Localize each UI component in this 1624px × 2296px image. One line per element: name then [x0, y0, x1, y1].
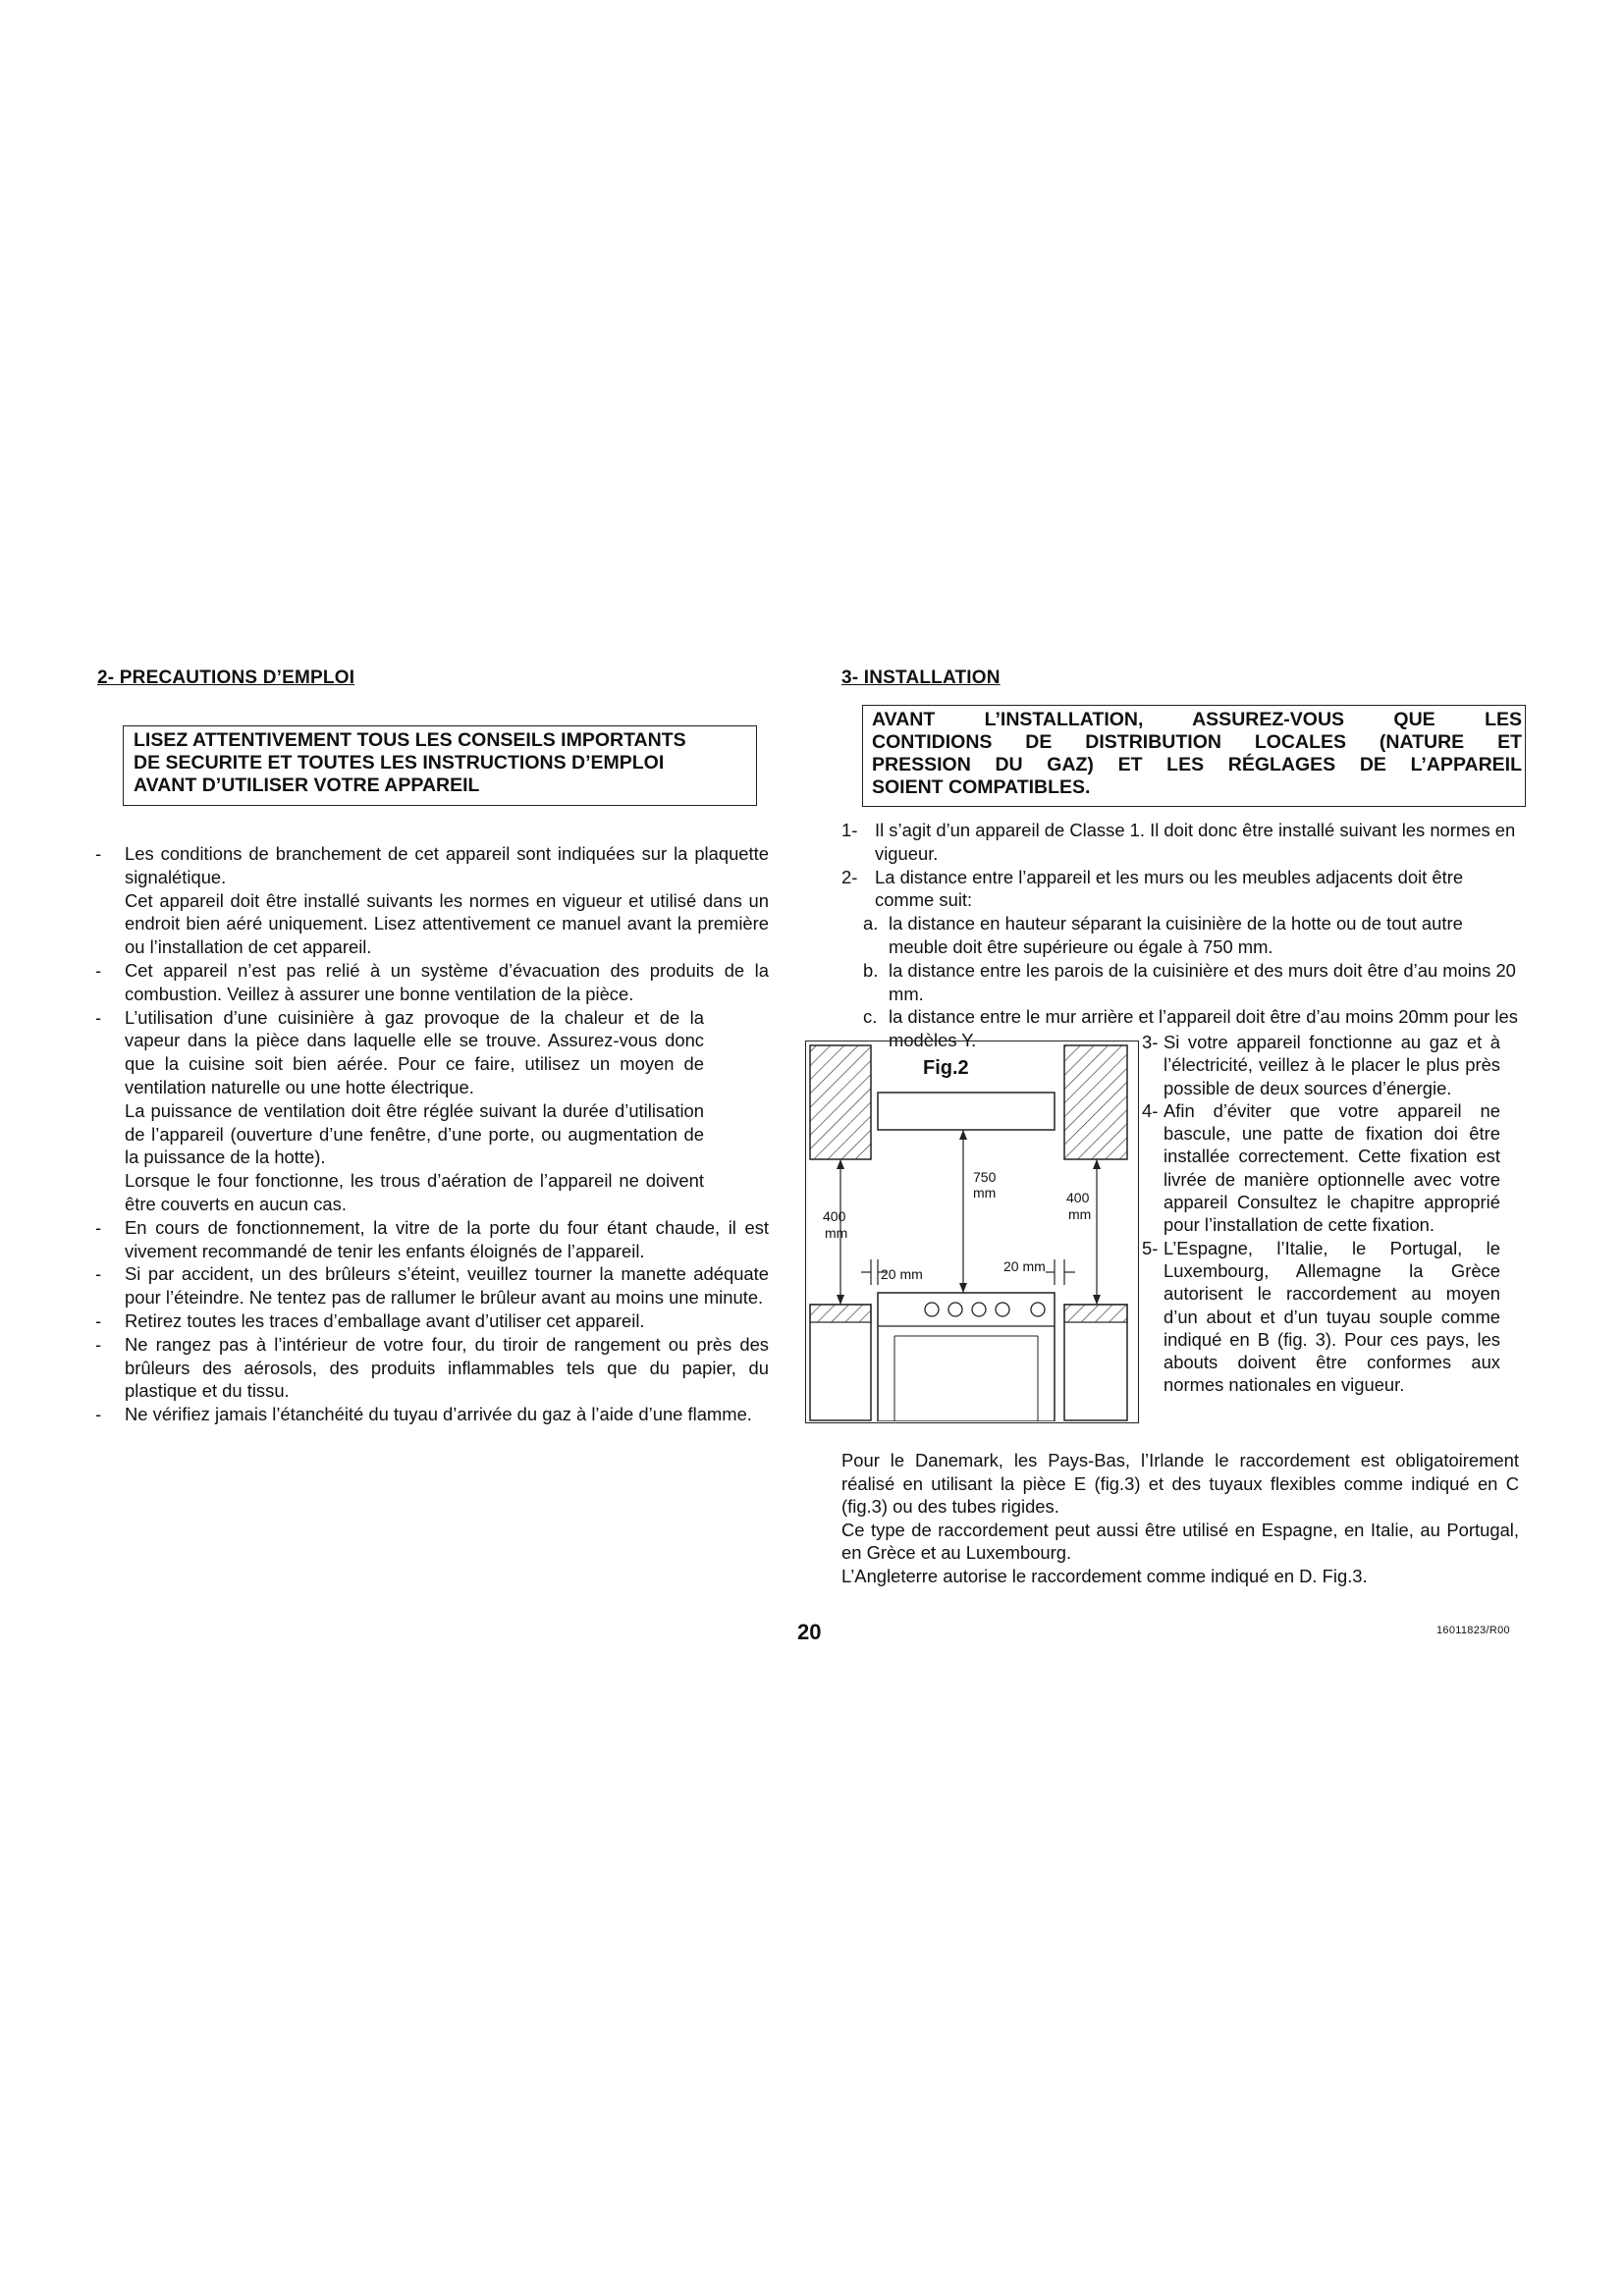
- bullet-dash: -: [95, 1309, 102, 1331]
- item-text: La distance entre l’appareil et les murs ou les meubles adjacents doit être comme suit:: [875, 866, 1464, 911]
- label-400-left: 400: [823, 1208, 846, 1224]
- right-warning-box: [862, 705, 1526, 807]
- label-750-unit: mm: [973, 1185, 997, 1201]
- sub-item-label: a.: [863, 913, 879, 934]
- item-text: Il s’agit d’un appareil de Classe 1. Il doit donc être installé suivant les normes en vigueur.: [875, 820, 1516, 864]
- bullet-text: Cet appareil n’est pas relié à un système d’évacuation des produits de la combustion. Veillez à assurer une bonne ventilation de la pièce.: [125, 959, 769, 1004]
- list-item: [1142, 1031, 1500, 1099]
- sub-item: [841, 912, 1519, 959]
- list-item: [95, 1333, 769, 1403]
- list-item: [1142, 1099, 1500, 1237]
- left-bullet-list: [95, 842, 769, 1426]
- item-text: Afin d’éviter que votre appareil ne bascule, une patte de fixation doi être installée correctement. Cette fixation est livrée de manière optionnelle avec votre appareil Consultez le chapitre approprié pour l’installation de cette fixation.: [1164, 1099, 1500, 1236]
- bullet-text: L’utilisation d’une cuisinière à gaz provoque de la chaleur et de la vapeur dans la pièce dans laquelle elle se trouve. Assurez-vous donc que la cuisine soit bien aérée. Pour ce faire, utilisez un moyen de ventilation naturelle ou une hotte électrique.: [125, 1006, 704, 1097]
- right-bottom-text: [841, 1449, 1519, 1587]
- bottom-paragraph: Ce type de raccordement peut aussi être utilisé en Espagne, en Italie, au Portugal, en Grèce et au Luxembourg.: [841, 1519, 1519, 1563]
- right-warning-line: CONTIDIONS DE DISTRIBUTION LOCALES (NATURE ET: [872, 731, 1522, 753]
- label-20-right: 20 mm: [1003, 1258, 1046, 1274]
- bullet-text: Si par accident, un des brûleurs s’éteint, veuillez tourner la manette adéquate pour l’éteindre. Ne tentez pas de rallumer le brûleur avant au moins une minute.: [125, 1263, 769, 1308]
- bottom-paragraph: Pour le Danemark, les Pays-Bas, l’Irlande le raccordement est obligatoirement réalisé en utilisant la pièce E (fig.3) et des tuyaux flexibles comme indiqué en C (fig.3) ou des tubes rigides.: [841, 1450, 1519, 1517]
- bullet-dash: -: [95, 959, 102, 981]
- knob-icon: [948, 1303, 962, 1316]
- figure-title: Fig.2: [923, 1057, 969, 1079]
- item-text: Si votre appareil fonctionne au gaz et à l’électricité, veillez à le placer le plus près possible de deux sources d’énergie.: [1164, 1032, 1500, 1098]
- right-warning-line: AVANT L’INSTALLATION, ASSUREZ-VOUS QUE LES: [872, 709, 1522, 730]
- label-400-right: 400: [1066, 1190, 1090, 1205]
- bullet-dash: -: [95, 1333, 102, 1355]
- knob-icon: [972, 1303, 986, 1316]
- list-item: [95, 1006, 802, 1216]
- item-number: 5-: [1142, 1237, 1159, 1258]
- document-reference: 16011823/R00: [1436, 1625, 1510, 1636]
- right-side-list: [1142, 1031, 1500, 1397]
- list-item: [1142, 1237, 1500, 1397]
- label-400-right-unit: mm: [1068, 1206, 1092, 1222]
- knob-icon: [1031, 1303, 1045, 1316]
- bullet-text: Lorsque le four fonctionne, les trous d’aération de l’appareil ne doivent être couverts en aucun cas.: [125, 1170, 704, 1214]
- list-item: [841, 866, 1519, 913]
- right-upper-cabinet: [1064, 1045, 1127, 1159]
- list-item: [95, 1403, 769, 1426]
- list-item: [95, 842, 769, 959]
- left-worktop: [810, 1305, 871, 1322]
- bullet-dash: -: [95, 843, 102, 864]
- right-numbered-list: [841, 819, 1519, 1052]
- list-item: [95, 1262, 769, 1309]
- bullet-text: En cours de fonctionnement, la vitre de la porte du four étant chaude, il est vivement recommandé de tenir les enfants éloignés de l’appareil.: [125, 1216, 769, 1261]
- bullet-text: La puissance de ventilation doit être réglée suivant la durée d’utilisation de l’appareil (ouverture d’une fenêtre, d’une porte, ou augmentation de la puissance de la hotte).: [125, 1099, 704, 1168]
- sub-item-label: c.: [863, 1006, 878, 1028]
- item-number: 4-: [1142, 1099, 1159, 1121]
- bullet-dash: -: [95, 1216, 102, 1238]
- left-warning-line: LISEZ ATTENTIVEMENT TOUS LES CONSEILS IMPORTANTS: [134, 729, 686, 751]
- list-item: [841, 819, 1519, 866]
- item-number: 2-: [841, 866, 858, 887]
- item-number: 3-: [1142, 1032, 1159, 1052]
- bullet-text: Retirez toutes les traces d’emballage avant d’utiliser cet appareil.: [125, 1309, 645, 1331]
- bullet-dash: -: [95, 1006, 102, 1028]
- left-warning-box: [123, 725, 757, 806]
- sub-item-text: la distance entre les parois de la cuisinière et des murs doit être d’au moins 20 mm.: [889, 959, 1516, 1004]
- right-warning-line: SOIENT COMPATIBLES.: [872, 776, 1091, 798]
- item-text: L’Espagne, l’Italie, le Portugal, le Luxembourg, Allemagne la Grèce autorisent le raccordement au moyen d’un about et d’un tuyau souple comme indiqué en B (fig. 3). Pour ces pays, les abouts doivent être conformes aux normes nationales en vigueur.: [1164, 1237, 1500, 1396]
- cooker: [878, 1293, 1055, 1421]
- label-750: 750: [973, 1169, 997, 1185]
- page-number: 20: [797, 1620, 822, 1644]
- left-warning-line: DE SECURITE ET TOUTES LES INSTRUCTIONS D’EMPLOI: [134, 752, 665, 774]
- left-upper-cabinet: [810, 1045, 871, 1159]
- label-20-left: 20 mm: [881, 1266, 923, 1282]
- knob-icon: [996, 1303, 1009, 1316]
- figure-2-diagram: [806, 1041, 1137, 1421]
- figure-2-frame: [805, 1041, 1139, 1423]
- label-400-left-unit: mm: [825, 1225, 848, 1241]
- bullet-text: Les conditions de branchement de cet appareil sont indiquées sur la plaquette signalétique.: [125, 843, 769, 887]
- right-section-title: 3- INSTALLATION: [841, 667, 1001, 688]
- list-item: [95, 1216, 769, 1263]
- right-warning-line: PRESSION DU GAZ) ET LES RÉGLAGES DE L’APPAREIL: [872, 754, 1522, 775]
- bottom-paragraph: L’Angleterre autorise le raccordement comme indiqué en D. Fig.3.: [841, 1565, 1368, 1586]
- sub-item-text: la distance entre le mur arrière et l’appareil doit être d’au moins 20mm pour les modèles Y.: [889, 1006, 1518, 1051]
- sub-item-label: b.: [863, 959, 879, 981]
- bullet-text: Cet appareil doit être installé suivants les normes en vigueur et utilisé dans un endroit bien aéré uniquement. Lisez attentivement ce manuel avant la première ou l’installation de cet appareil.: [125, 889, 769, 958]
- bullet-dash: -: [95, 1404, 102, 1425]
- hood: [878, 1093, 1055, 1130]
- left-warning-line: AVANT D’UTILISER VOTRE APPAREIL: [134, 774, 480, 796]
- list-item: [95, 959, 769, 1006]
- sub-item: [841, 959, 1519, 1006]
- right-worktop: [1064, 1305, 1127, 1322]
- left-section-title: 2- PRECAUTIONS D’EMPLOI: [97, 667, 355, 688]
- knob-icon: [925, 1303, 939, 1316]
- list-item: [95, 1309, 769, 1333]
- sub-item-text: la distance en hauteur séparant la cuisinière de la hotte ou de tout autre meuble doit être supérieure ou égale à 750 mm.: [889, 913, 1463, 957]
- bullet-text: Ne rangez pas à l’intérieur de votre four, du tiroir de rangement ou près des brûleurs des aérosols, des produits inflammables tels que du papier, du plastique et du tissu.: [125, 1333, 769, 1402]
- item-number: 1-: [841, 820, 858, 840]
- bullet-text: Ne vérifiez jamais l’étanchéité du tuyau d’arrivée du gaz à l’aide d’une flamme.: [125, 1404, 752, 1425]
- bullet-dash: -: [95, 1263, 102, 1285]
